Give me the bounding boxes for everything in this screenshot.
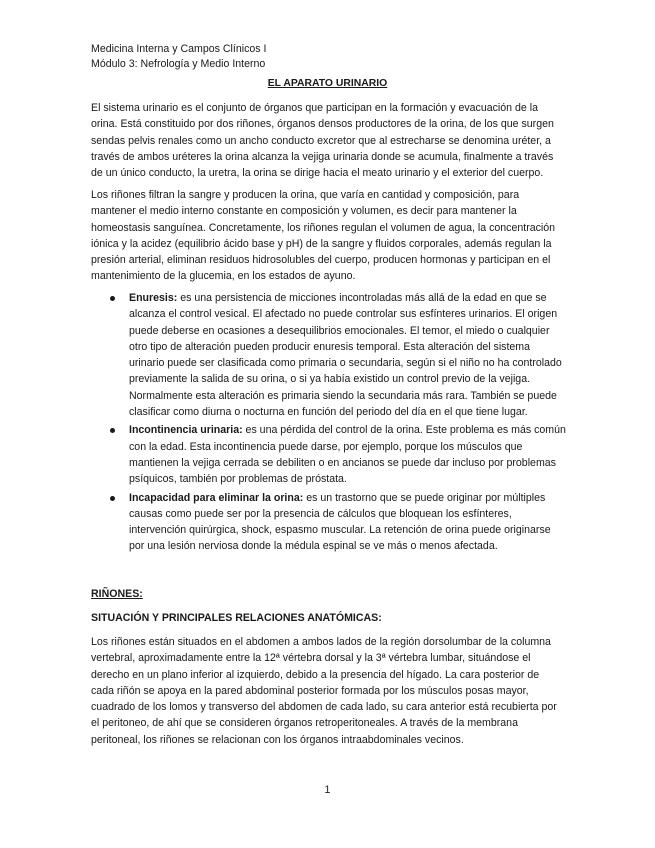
- page-number: 1: [324, 784, 331, 796]
- bullet-icon: [110, 428, 115, 433]
- intro-paragraph-2: Los riñones filtran la sangre y producen la orina, que varía en cantidad y composición, para mantener el medio interno constante en composición y volumen, es decir para mantener la homeostasis sanguínea. Concretamente, los riñones regulan el volumen de agua, la concentración iónica y la acidez (equilibrio ácido base y pH) de la sangre y fluidos corporales, además regulan la presión arterial, eliminan residuos hidrosolubles del cuerpo, producen hormonas y participan en el mantenimiento de la glucemia, en los estados de ayuno.: [91, 189, 556, 283]
- section-subheading: SITUACIÓN Y PRINCIPALES RELACIONES ANATÓMICAS:: [91, 612, 382, 624]
- list-item-term: Incontinencia urinaria:: [129, 424, 243, 437]
- section-heading: RIÑONES:: [91, 588, 143, 600]
- bullet-icon: [110, 496, 115, 501]
- list-item-text: es una persistencia de micciones incontroladas más allá de la edad en que se alcanza el control vesical. El afectado no puede controlar sus esfínteres urinarios. El origen puede deberse en ocasiones a desequilibrios emocionales. El temor, el miedo o cualquier otro tipo de alteración pueden producir enuresis temporal. Esta alteración del sistema urinario puede ser clasificada como primaria o secundaria, según si el niño no ha controlado previamente la salida de su orina, o si ya había existido un control previo de la vejiga. Normalmente esta alteración es primaria siendo la secundaria más rara. También se puede clasificar como diurna o nocturna en función del periodo del día en el que tiene lugar.: [129, 292, 562, 419]
- disorders-list: [110, 290, 566, 557]
- header-course: Medicina Interna y Campos Clínicos I: [91, 43, 267, 55]
- list-item: [110, 490, 566, 555]
- list-item: [110, 422, 566, 487]
- bullet-icon: [110, 296, 115, 301]
- list-item: [110, 290, 566, 420]
- list-item-text: es un trastorno que se puede originar por múltiples causas como puede ser por la presencia de cálculos que bloquean los esfínteres, intervención quirúrgica, shock, espasmo muscular. La retención de orina puede originarse por una lesión nerviosa donde la médula espinal se ve más o menos afectada.: [129, 491, 551, 553]
- list-item-text: es una pérdida del control de la orina. Este problema es más común con la edad. Esta incontinencia puede darse, por ejemplo, porque los músculos que mantienen la vejiga cerrada se debiliten o en ancianos se puede dar incluso por problemas psíquicos, también por problemas de próstata.: [129, 424, 566, 486]
- kidney-paragraph: Los riñones están situados en el abdomen a ambos lados de la región dorsolumbar de la columna vertebral, aproximadamente entre la 12ª vértebra dorsal y la 3ª vértebra lumbar, situándose el derecho en un plano inferior al izquierdo, debido a la presencia del hígado. La cara posterior de cada riñón se apoya en la pared abdominal posterior formada por los músculos posas mayor, cuadrado de los lomos y transverso del abdomen de cada lado, su cara anterior está recubierta por el peritoneo, de ahí que se consideren órganos retroperitoneales. A través de la membrana peritoneal, los riñones se relacionan con los órganos intraabdominales vecinos.: [91, 636, 557, 746]
- running-header: [91, 42, 266, 72]
- header-module: Módulo 3: Nefrología y Medio Interno: [91, 58, 266, 70]
- document-title: EL APARATO URINARIO: [267, 78, 388, 89]
- intro-paragraph-1: El sistema urinario es el conjunto de órganos que participan en la formación y evacuación de la orina. Está constituido por dos riñones, órganos densos productores de la orina, de los que surgen sendas pelvis renales como un ancho conducto excretor que al estrecharse se denomina uréter, a través de ambos uréteres la orina alcanza la vejiga urinaria donde se acumula, finalmente a través de un único conducto, la uretra, la orina se dirige hacia el meato urinario y el exterior del cuerpo.: [91, 102, 554, 180]
- list-item-term: Enuresis:: [129, 292, 178, 304]
- list-item-term: Incapacidad para eliminar la orina:: [129, 491, 304, 504]
